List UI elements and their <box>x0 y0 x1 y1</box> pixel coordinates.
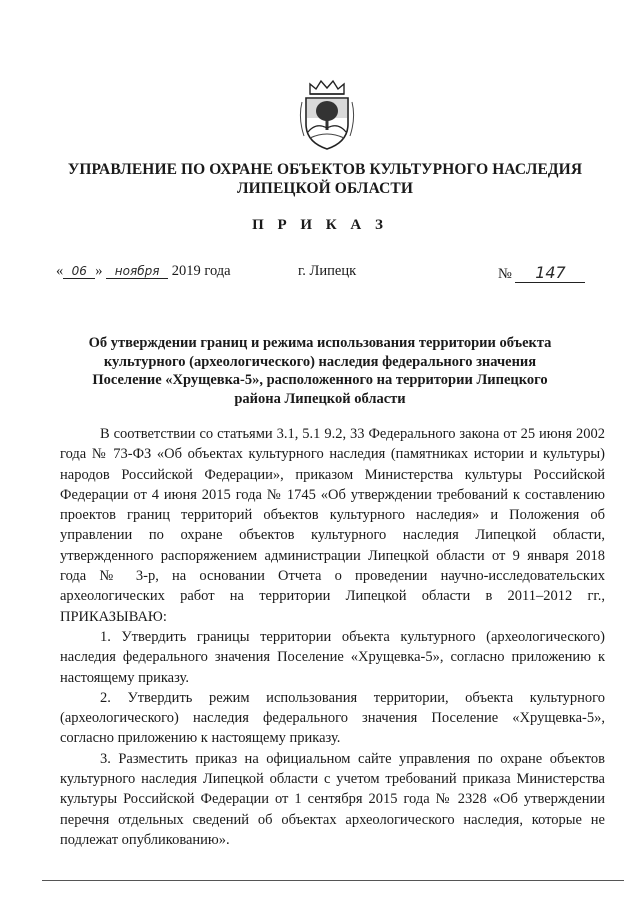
document-number <box>498 263 585 283</box>
document-body <box>60 424 605 850</box>
page-bottom-rule <box>42 880 624 881</box>
date-year: 2019 года <box>171 263 231 279</box>
document-subject: Об утверждении границ и режима использования территории объекта культурного (археологического) наследия федерального значения Поселение «Хрущевка-5», расположенного на территории Липецкого района Липецкой области <box>88 335 552 407</box>
document-type-title: П Р И К А З <box>252 217 388 233</box>
date-close-quote: » <box>95 263 103 279</box>
lipetsk-coat-of-arms-icon <box>296 78 358 152</box>
document-city: г. Липецк <box>298 263 357 279</box>
clause-3-paragraph: 3. Разместить приказ на официальном сайте управления по охране объектов культурного наследия Липецкой области с учетом требований приказа Министерства культуры Российской Федерации от 1 сентября 2015 года № 2328 «Об утверждении перечня отдельных сведений об объектах археологического наследия, которые не подлежат опубликованию». <box>60 750 605 848</box>
number-prefix: № <box>498 266 512 282</box>
preamble-paragraph: В соответствии со статьями 3.1, 5.1 9.2, 33 Федерального закона от 25 июня 2002 года № 73-ФЗ «Об объектах культурного наследия (памятниках истории и культуры) народов Российской Федерации», приказом Министерства культуры Российской Федерации от 4 июня 2015 года № 1745 «Об утверждении требований к составлению проектов границ территорий объектов культурного наследия» и Положения об управлении по охране объектов культурного наследия Липецкой области, утвержденного распоряжением администрации Липецкой области от 9 января 2018 года № 3-р, на основании Отчета о проведении научно-исследовательских археологических работ на территории Липецкой области в 2011–2012 гг., ПРИКАЗЫВАЮ: <box>60 426 605 625</box>
document-number-handwritten: 147 <box>515 263 585 283</box>
date-month-handwritten: ноября <box>106 264 168 279</box>
document-date <box>56 263 231 280</box>
clause-1-paragraph: 1. Утвердить границы территории объекта культурного (археологического) наследия федерального значения Поселение «Хрущевка-5», согласно приложению к настоящему приказу. <box>60 628 605 686</box>
clause-2-paragraph: 2. Утвердить режим использования территории, объекта культурного (археологического) наследия федерального значения Поселение «Хрущевка-5», согласно приложению к настоящему приказу. <box>60 689 605 747</box>
document-meta-row <box>0 263 640 289</box>
agency-name: УПРАВЛЕНИЕ ПО ОХРАНЕ ОБЪЕКТОВ КУЛЬТУРНОГО НАСЛЕДИЯ ЛИПЕЦКОЙ ОБЛАСТИ <box>67 161 583 197</box>
date-day-handwritten: 06 <box>63 264 95 279</box>
date-open-quote: « <box>56 263 64 279</box>
